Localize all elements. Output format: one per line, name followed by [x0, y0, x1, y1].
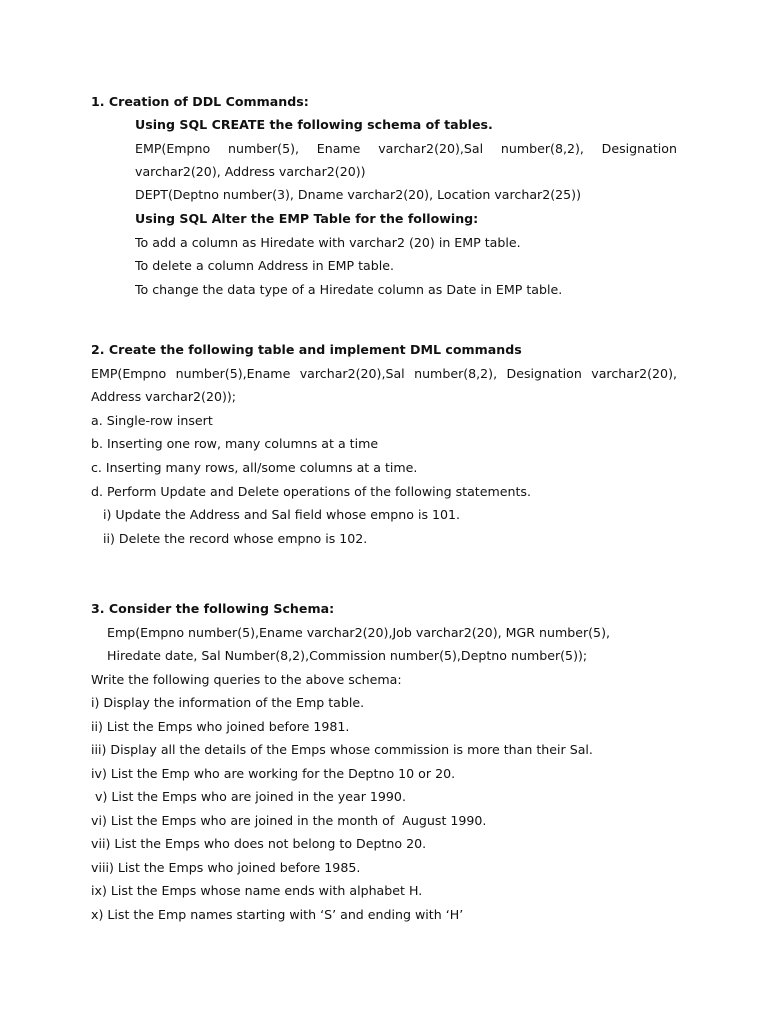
schema-word: varchar2(20),Sal	[299, 366, 405, 381]
section2-heading: 2. Create the following table and implement DML commands	[91, 342, 522, 357]
schema-word: number(5),	[228, 141, 299, 156]
section2-emp-schema-cont: Address varchar2(20));	[91, 389, 237, 404]
query-item: iv) List the Emp who are working for the Deptno 10 or 20.	[91, 766, 456, 781]
dml-item: b. Inserting one row, many columns at a time	[91, 436, 379, 451]
schema-word: varchar2(20),Sal	[378, 141, 484, 156]
section3-schema-line: Emp(Empno number(5),Ename varchar2(20),Job varchar2(20), MGR number(5),	[107, 625, 610, 640]
query-item: ix) List the Emps whose name ends with alphabet H.	[91, 883, 423, 898]
query-item: iii) Display all the details of the Emps whose commission is more than their Sal.	[91, 742, 593, 757]
alter-item: To add a column as Hiredate with varchar2 (20) in EMP table.	[135, 235, 521, 250]
schema-word: varchar2(20),	[591, 366, 677, 381]
dml-item: c. Inserting many rows, all/some columns at a time.	[91, 460, 418, 475]
query-item: ii) List the Emps who joined before 1981.	[91, 719, 350, 734]
query-item: viii) List the Emps who joined before 1985.	[91, 860, 361, 875]
schema-word: Ename	[316, 141, 361, 156]
query-item: x) List the Emp names starting with ‘S’ and ending with ‘H’	[91, 907, 464, 922]
dml-subitem: i) Update the Address and Sal field whose empno is 101.	[103, 507, 461, 522]
query-item: v) List the Emps who are joined in the year 1990.	[91, 789, 406, 804]
dml-subitem: ii) Delete the record whose empno is 102.	[103, 531, 368, 546]
dml-item: a. Single-row insert	[91, 413, 213, 428]
section1-emp-schema-cont: varchar2(20), Address varchar2(20))	[135, 164, 366, 179]
query-item: vii) List the Emps who does not belong to Deptno 20.	[91, 836, 427, 851]
section1-dept-schema: DEPT(Deptno number(3), Dname varchar2(20), Location varchar2(25))	[135, 187, 581, 202]
schema-word: number(8,2),	[414, 366, 498, 381]
section1-emp-schema-line	[135, 141, 677, 157]
schema-word: EMP(Empno	[135, 141, 211, 156]
section1-heading: 1. Creation of DDL Commands:	[91, 94, 309, 109]
section2-emp-schema-line	[91, 366, 677, 382]
dml-item: d. Perform Update and Delete operations of the following statements.	[91, 484, 531, 499]
section3-intro: Write the following queries to the above schema:	[91, 672, 402, 687]
schema-word: Designation	[506, 366, 582, 381]
section3-heading: 3. Consider the following Schema:	[91, 601, 335, 616]
section1-create-subheading: Using SQL CREATE the following schema of tables.	[135, 117, 493, 132]
schema-word: number(5),Ename	[175, 366, 291, 381]
query-item: vi) List the Emps who are joined in the month of August 1990.	[91, 813, 487, 828]
section3-schema-line: Hiredate date, Sal Number(8,2),Commission number(5),Deptno number(5));	[107, 648, 588, 663]
schema-word: number(8,2),	[500, 141, 584, 156]
alter-item: To change the data type of a Hiredate column as Date in EMP table.	[135, 282, 563, 297]
section1-alter-subheading: Using SQL Alter the EMP Table for the following:	[135, 211, 479, 226]
alter-item: To delete a column Address in EMP table.	[135, 258, 394, 273]
schema-word: EMP(Empno	[91, 366, 167, 381]
schema-word: Designation	[601, 141, 677, 156]
query-item: i) Display the information of the Emp table.	[91, 695, 365, 710]
